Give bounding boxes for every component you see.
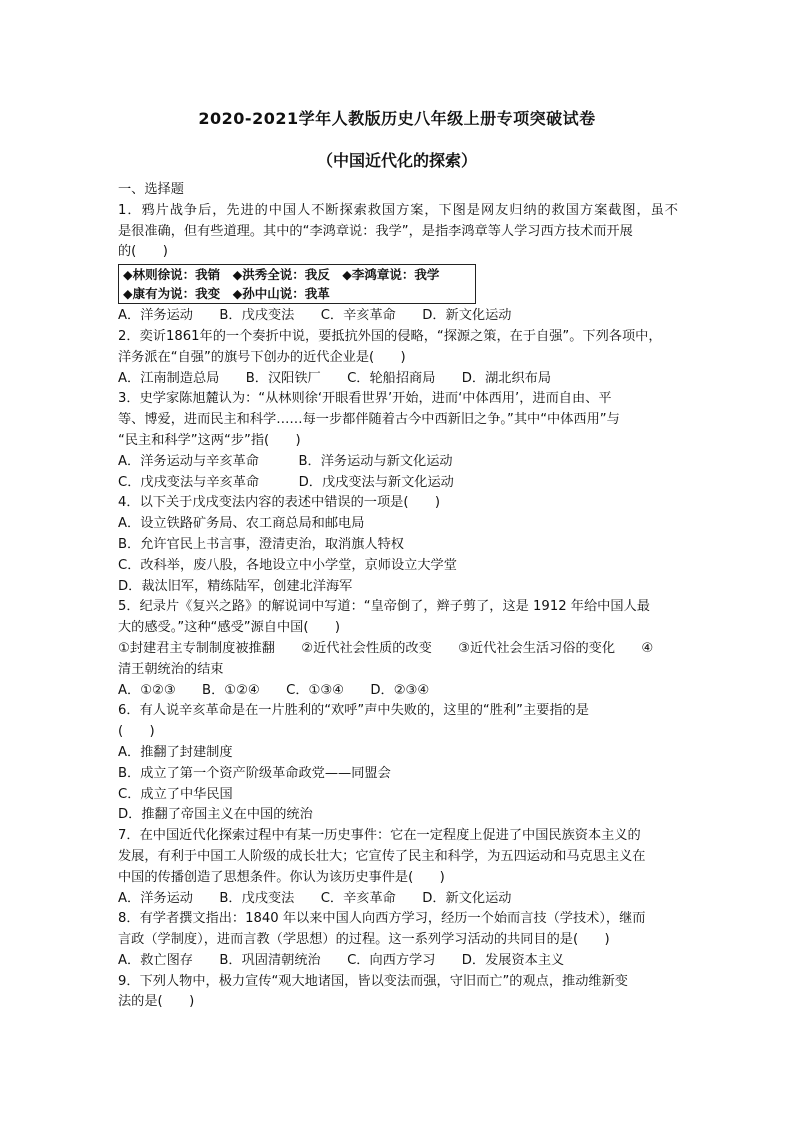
page-subtitle: （中国近代化的探索） [316,151,477,170]
question-text: ①封建君主专制制度被推翻 ②近代社会性质的改变 ③近代社会生活习俗的变化 ④ [118,640,654,656]
answer-option: A．设立铁路矿务局、农工商总局和邮电局 [118,516,365,532]
question-text: 8．有学者撰文指出：1840 年以来中国人向西方学习，经历一个始而言技（学技术），继而 [118,911,646,927]
answer-options: A．救亡图存 B．巩固清朝统治 C．向西方学习 D．发展资本主义 [118,952,565,968]
question-8 [118,909,678,971]
answer-option: C．戊戌变法与辛亥革命 D．戊戌变法与新文化运动 [118,474,454,490]
answer-option: B．允许官民上书言事，澄清吏治，取消旗人特权 [118,536,404,552]
question-text: 大的感受。”这种“感受”源自中国( ) [118,620,340,636]
question-text: 的( ) [118,244,168,260]
question-text: 等、博爱，进而民主和科学……每一步都伴随着古今中西新旧之争。”其中“中体西用”与 [118,412,620,428]
question-text: 2．奕䜣1861年的一个奏折中说，要抵抗外国的侵略，“探源之策，在于自强”。下列各项中， [118,328,662,344]
question-text: 3．史学家陈旭麓认为：“从林则徐‘开眼看世界’开始，进而‘中体西用’，进而自由、平 [118,391,612,407]
answer-option: B．成立了第一个资产阶级革命政党——同盟会 [118,765,391,781]
section-heading: 一、选择题 [118,182,184,197]
answer-options: A．洋务运动 B．戊戌变法 C．辛亥革命 D．新文化运动 [118,890,512,906]
question-1 [118,201,678,327]
question-text: 7．在中国近代化探索过程中有某一历史事件：它在一定程度上促进了中国民族资本主义的 [118,828,641,844]
question-text: 洋务派在“自强”的旗号下创办的近代企业是( ) [118,349,406,365]
quote-box-row: ◆林则徐说：我销 ◆洪秀全说：我反 ◆李鸿章说：我学 [123,267,440,283]
page-title: 2020-2021学年人教版历史八年级上册专项突破试卷 [198,109,596,128]
quote-box-row: ◆康有为说：我变 ◆孙中山说：我革 [123,286,330,302]
quote-box [118,264,476,304]
question-text: 法的是( ) [118,994,195,1010]
answer-options: A．江南制造总局 B．汉阳铁厂 C．轮船招商局 D．湖北织布局 [118,370,552,386]
answer-option: A．洋务运动与辛亥革命 B．洋务运动与新文化运动 [118,453,453,469]
question-2 [118,327,678,389]
question-text: 中国的传播创造了思想条件。你认为该历史事件是( ) [118,869,445,885]
question-text: 言政（学制度），进而言教（学思想）的过程。这一系列学习活动的共同目的是( ) [118,932,610,948]
question-text: 9．下列人物中，极力宣传“观大地诸国，皆以变法而强，守旧而亡”的观点，推动维新变 [118,973,628,989]
question-4 [118,493,678,597]
question-text: 5．纪录片《复兴之路》的解说词中写道：“皇帝倒了，辫子剪了，这是 1912 年给中国人最 [118,599,650,615]
question-text: 是很准确，但有些道理。其中的“李鸿章说：我学”，是指李鸿章等人学习西方技术而开展 [118,223,633,239]
answer-options: A．①②③ B．①②④ C．①③④ D．②③④ [118,682,430,698]
answer-option: A．推翻了封建制度 [118,744,233,760]
question-text: 发展，有利于中国工人阶级的成长壮大；它宣传了民主和科学，为五四运动和马克思主义在 [118,848,646,864]
answer-option: D．裁汰旧军，精练陆军，创建北洋海军 [118,578,353,594]
question-9 [118,972,678,1014]
answer-option: C．改科举，废八股，各地设立中小学堂，京师设立大学堂 [118,557,457,573]
question-text: “民主和科学”这两“步”指( ) [118,432,301,448]
question-text: 1．鸦片战争后，先进的中国人不断探索救国方案，下图是网友归纳的救国方案截图，虽不 [118,202,678,218]
question-text: 清王朝统治的结束 [118,661,224,677]
question-text: ( ) [118,724,155,740]
question-text: 4．以下关于戊戌变法内容的表述中错误的一项是( ) [118,495,440,511]
answer-option: C．成立了中华民国 [118,786,233,802]
question-5 [118,597,678,701]
question-6 [118,701,678,826]
question-3 [118,389,678,493]
exam-body [118,180,678,1013]
answer-option: D．推翻了帝国主义在中国的统治 [118,807,313,823]
answer-options: A．洋务运动 B．戊戌变法 C．辛亥革命 D．新文化运动 [118,308,512,324]
question-7 [118,826,678,909]
question-text: 6．有人说辛亥革命是在一片胜利的“欢呼”声中失败的，这里的“胜利”主要指的是 [118,703,589,719]
